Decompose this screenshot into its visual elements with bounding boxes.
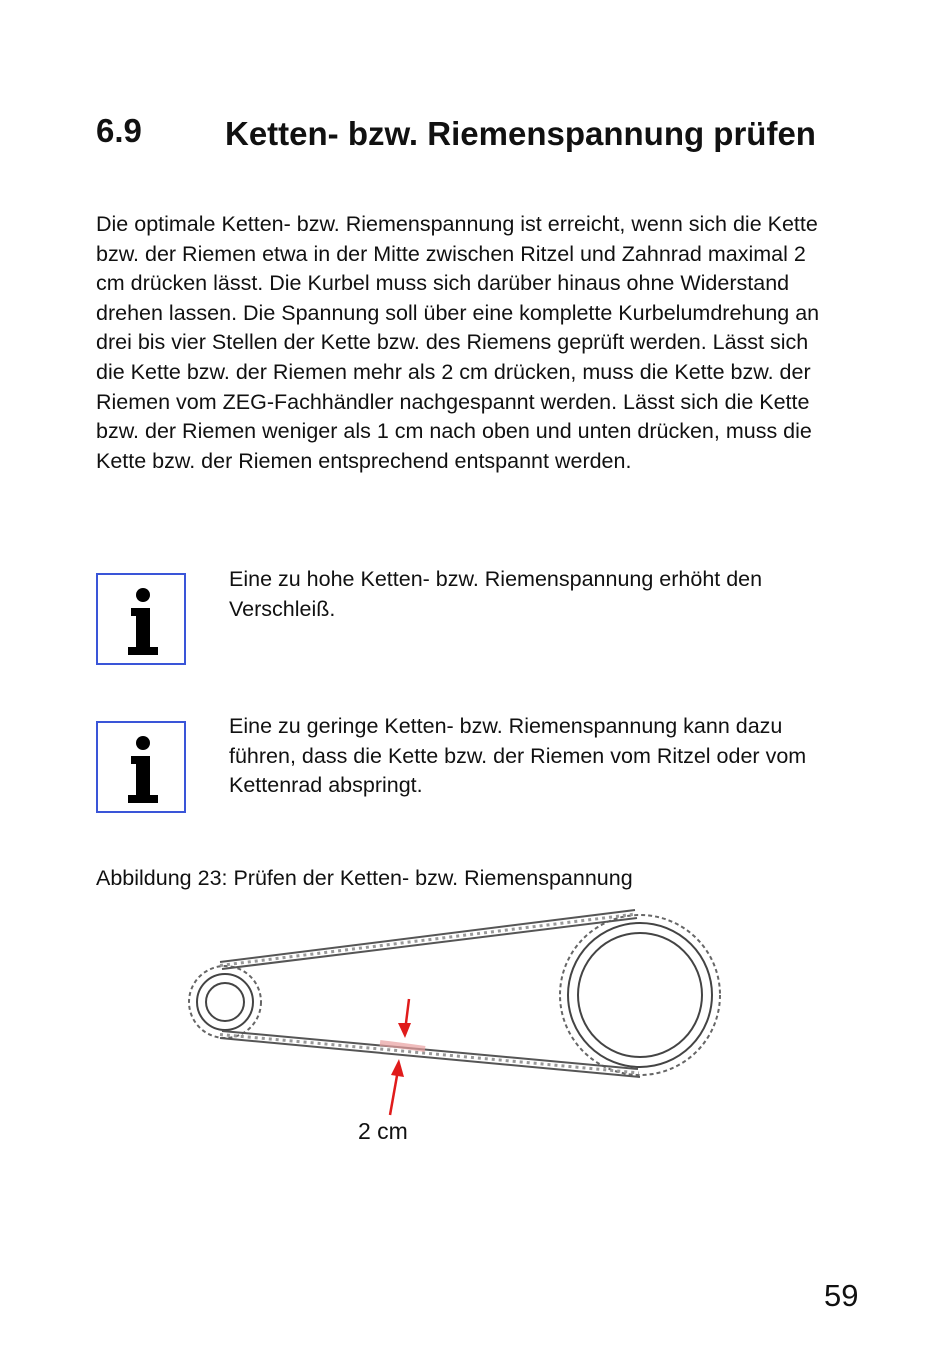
body-paragraph: Die optimale Ketten- bzw. Riemenspannung ist erreicht, wenn sich die Kette bzw. der Riemen etwa in der Mitte zwischen Ritzel und Zahnrad maximal 2 cm drücken lässt. Die Kurbel muss sich darüber hinaus ohne Widerstand drehen lassen. Die Spannung soll über eine komplette Kurbelumdrehung an drei bis vier Stellen der Kette bzw. des Riemens geprüft werden. Lässt sich die Kette bzw. der Riemen mehr als 2 cm drücken, muss die Kette bzw. der Riemen vom ZEG-Fachhändler nachgespannt werden. Lässt sich die Kette bzw. der Riemen weniger als 1 cm nach oben und unten drücken, muss die Kette bzw. der Riemen entsprechend entspannt werden.: [96, 212, 820, 473]
deflection-zone: [380, 1043, 425, 1049]
info-note-2-text: Eine zu geringe Ketten- bzw. Riemenspannung kann dazu führen, dass die Kette bzw. der Riemen vom Ritzel oder vom Kettenrad abspringt.: [229, 714, 807, 798]
info-icon: [98, 575, 184, 663]
chain-lower-run: [220, 1031, 640, 1077]
rear-sprocket: [189, 966, 261, 1038]
info-note-1-icon: [96, 573, 186, 665]
section-number: 6.9: [96, 112, 142, 149]
section-title: Ketten- bzw. Riemenspannung prüfen: [225, 115, 816, 152]
page-number: 59: [824, 1278, 859, 1313]
chain-upper-run: [220, 910, 637, 969]
deflection-arrow-down: [398, 999, 411, 1038]
deflection-arrow-up: [390, 1059, 404, 1115]
info-icon: [98, 723, 184, 811]
measurement-label: 2 cm: [358, 1118, 408, 1144]
info-note-1-text: Eine zu hohe Ketten- bzw. Riemenspannung erhöht den Verschleiß.: [229, 567, 763, 621]
figure-caption: Abbildung 23: Prüfen der Ketten- bzw. Riemenspannung: [96, 866, 633, 890]
chain-drive-illustration: [180, 905, 740, 1155]
info-note-2-icon: [96, 721, 186, 813]
front-chainring: [560, 915, 720, 1075]
